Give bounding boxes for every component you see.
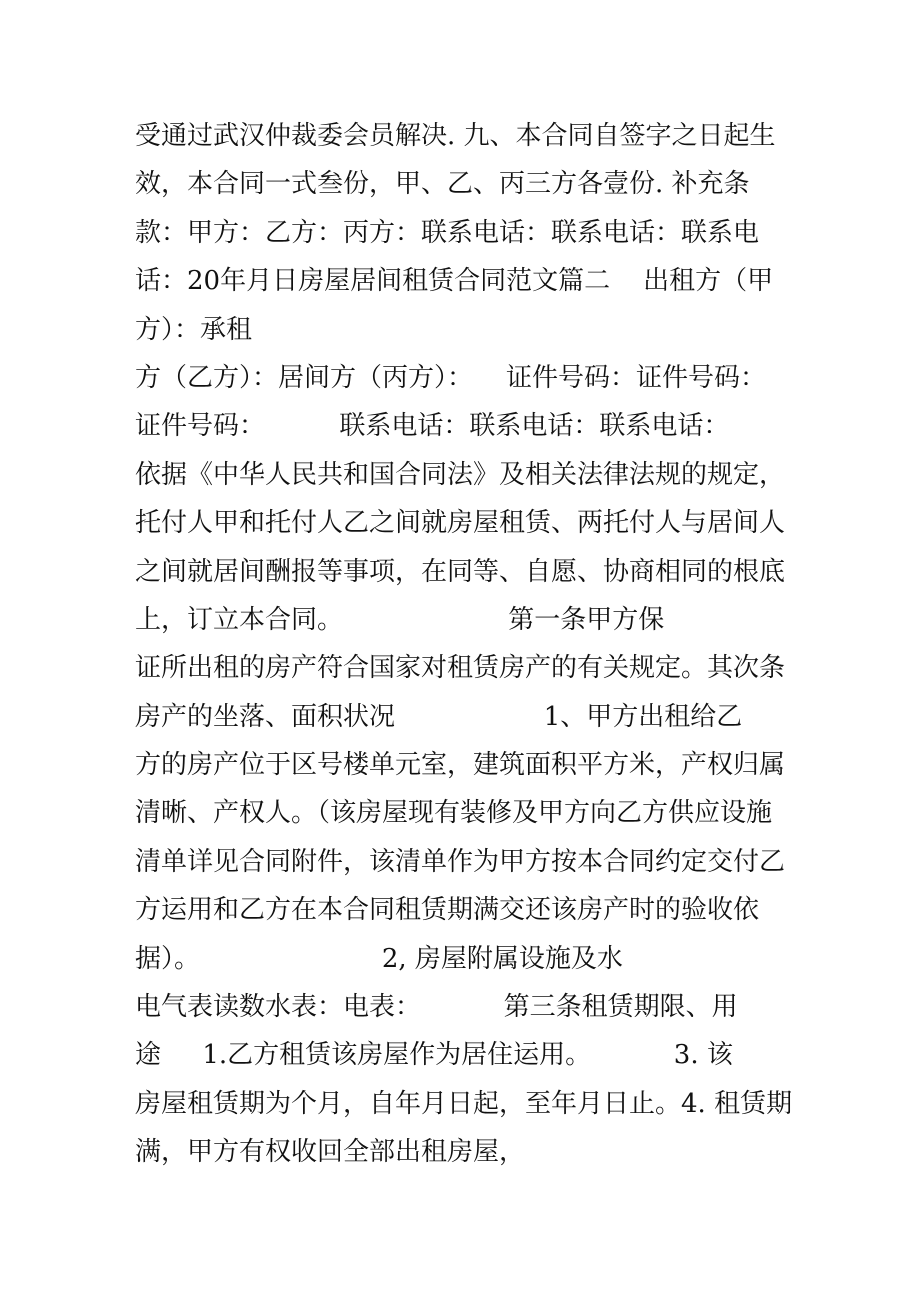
text-line-12: 证所出租的房产符合国家对租赁房产的有关规定。其次条 [135, 653, 786, 684]
text-line-9: 托付人甲和托付人乙之间就房屋租赁、两托付人与居间人 [135, 508, 786, 539]
text-line-16: 清单详见合同附件，该清单作为甲方按本合同约定交付乙 [135, 846, 786, 877]
text-line-11: 上，订立本合同。 第一条甲方保 [135, 604, 665, 635]
text-line-7: 证件号码： 联系电话：联系电话：联系电话： [135, 411, 730, 442]
text-line-14: 方的房产位于区号楼单元室，建筑面积平方米，产权归属 [135, 750, 786, 781]
text-line-17: 方运用和乙方在本合同租赁期满交还该房产时的验收依 [135, 895, 760, 926]
text-line-18: 据）。 2, 房屋附属设施及水 [135, 943, 623, 974]
text-line-4: 话：20年月日房屋居间租赁合同范文篇二 出租方（甲 [135, 266, 774, 297]
text-line-2: 效，本合同一式叁份，甲、乙、丙三方各壹份. 补充条 [135, 169, 750, 200]
text-line-15: 清晰、产权人。（该房屋现有装修及甲方向乙方供应设施 [135, 798, 773, 829]
text-line-22: 满，甲方有权收回全部出租房屋， [135, 1137, 526, 1168]
text-line-21: 房屋租赁期为个月，自年月日起，至年月日止。4. 租赁期 [135, 1088, 793, 1119]
text-line-19: 电气表读数水表：电表： 第三条租赁期限、用 [135, 992, 738, 1023]
contract-text [135, 112, 805, 1177]
text-line-3: 款：甲方：乙方：丙方：联系电话：联系电话：联系电 [135, 217, 760, 248]
text-line-8: 依据《中华人民共和国合同法》及相关法律法规的规定， [135, 459, 786, 490]
text-line-6: 方（乙方）：居间方（丙方）： 证件号码：证件号码： [135, 362, 767, 393]
text-line-20: 途 1.乙方租赁该房屋作为居住运用。 3. 该 [135, 1040, 733, 1071]
text-line-1: 受通过武汉仲裁委会员解决. 九、本合同自签字之日起生 [135, 121, 776, 151]
text-line-5: 方）：承租 [135, 314, 253, 345]
text-line-13: 房产的坐落、面积状况 1、甲方出租给乙 [135, 701, 743, 732]
text-line-10: 之间就居间酬报等事项，在同等、自愿、协商相同的根底 [135, 556, 786, 587]
